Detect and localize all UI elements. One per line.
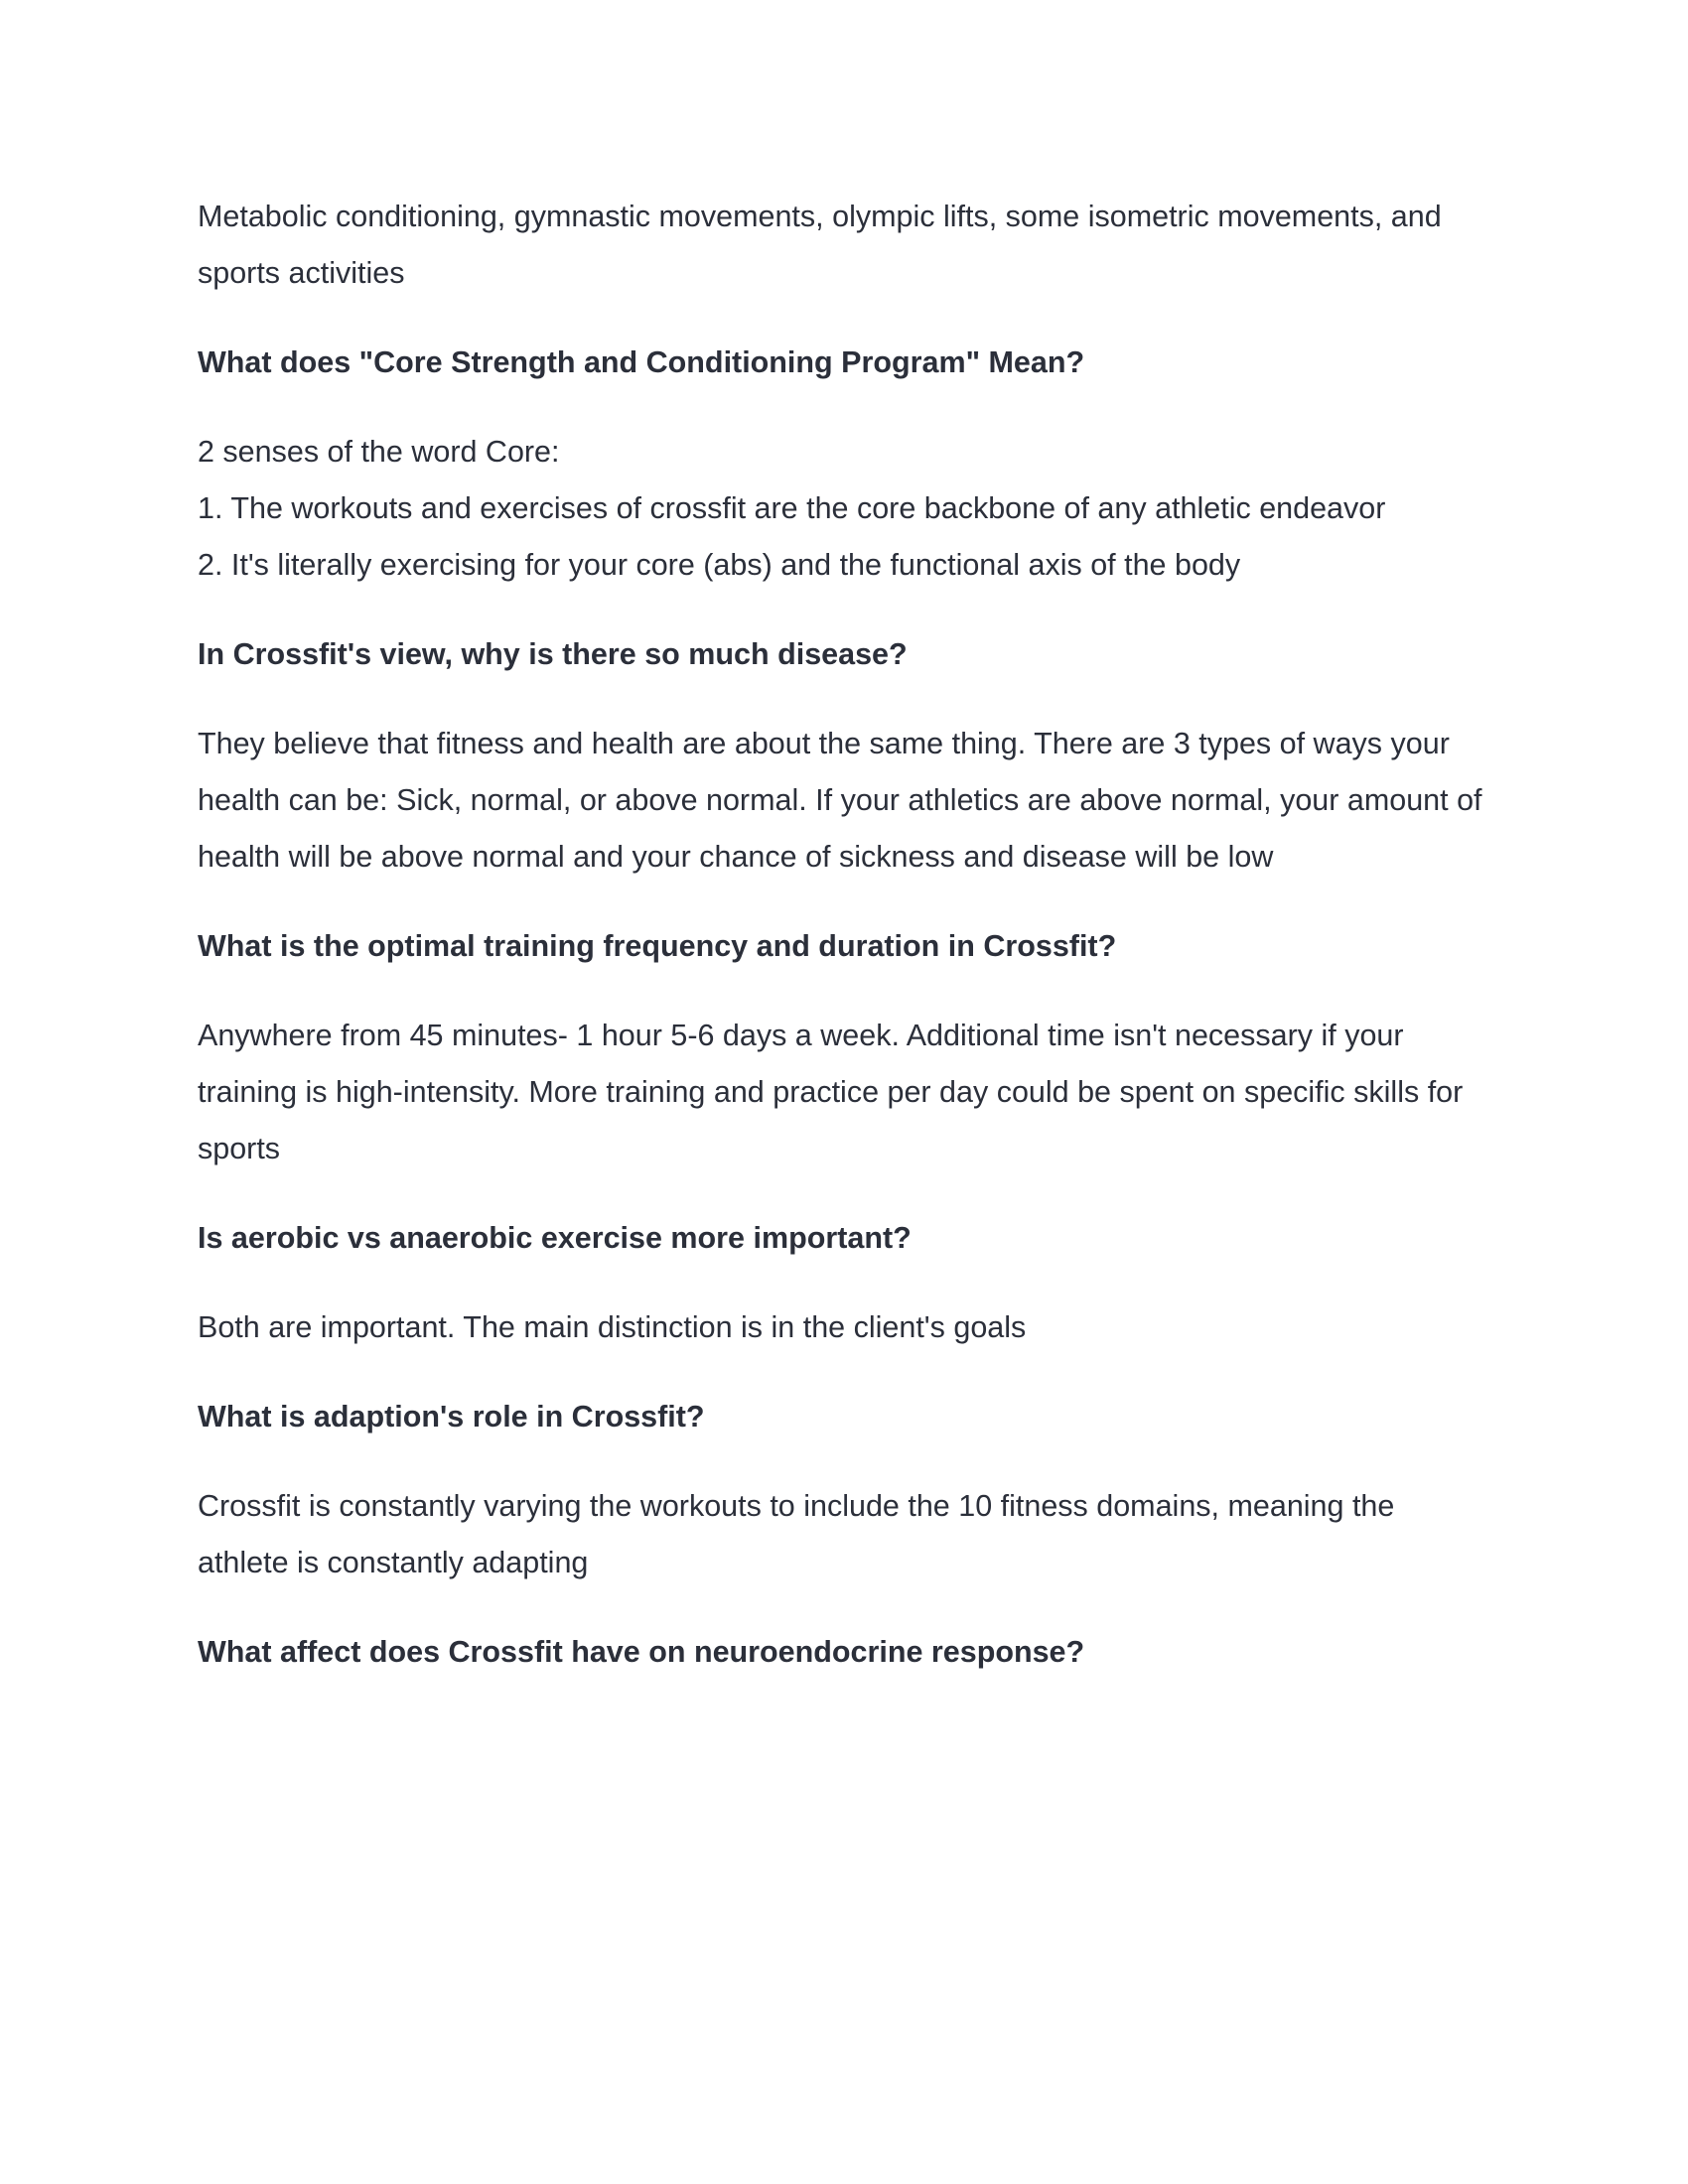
text-line: 2 senses of the word Core: xyxy=(198,435,560,469)
text-line: In Crossfit's view, why is there so much disease? xyxy=(198,637,908,671)
text-line: Crossfit is constantly varying the workouts to include the 10 fitness domains, meaning the athlete is constantly adapting xyxy=(198,1489,1395,1579)
answer-text xyxy=(198,716,1488,886)
text-line: What is adaption's role in Crossfit? xyxy=(198,1400,705,1433)
question-heading xyxy=(198,918,1488,975)
text-line: What affect does Crossfit have on neuroendocrine response? xyxy=(198,1635,1085,1669)
text-line: Metabolic conditioning, gymnastic movements, olympic lifts, some isometric movements, and sports activities xyxy=(198,200,1442,290)
question-heading xyxy=(198,335,1488,391)
question-heading xyxy=(198,626,1488,683)
text-line: Both are important. The main distinction is in the client's goals xyxy=(198,1310,1027,1344)
answer-text xyxy=(198,1478,1488,1591)
text-line: Is aerobic vs anaerobic exercise more important? xyxy=(198,1221,912,1255)
question-heading xyxy=(198,1210,1488,1267)
answer-text xyxy=(198,1008,1488,1177)
question-heading xyxy=(198,1624,1488,1681)
text-line: What does "Core Strength and Conditioning Program" Mean? xyxy=(198,345,1085,379)
text-line: What is the optimal training frequency and duration in Crossfit? xyxy=(198,929,1117,963)
text-line: 2. It's literally exercising for your core (abs) and the functional axis of the body xyxy=(198,548,1241,582)
answer-text xyxy=(198,424,1488,594)
document-body xyxy=(198,189,1488,1713)
text-line: 1. The workouts and exercises of crossfit are the core backbone of any athletic endeavor xyxy=(198,491,1386,525)
answer-text xyxy=(198,1299,1488,1356)
answer-text xyxy=(198,189,1488,302)
text-line: Anywhere from 45 minutes- 1 hour 5-6 days a week. Additional time isn't necessary if your training is high-intensity. More training and practice per day could be spent on specific skills for sports xyxy=(198,1019,1464,1165)
text-line: They believe that fitness and health are about the same thing. There are 3 types of ways your health can be: Sick, normal, or above normal. If your athletics are above normal, your amount of health will be above normal and your chance of sickness and disease will be low xyxy=(198,727,1482,874)
question-heading xyxy=(198,1389,1488,1445)
